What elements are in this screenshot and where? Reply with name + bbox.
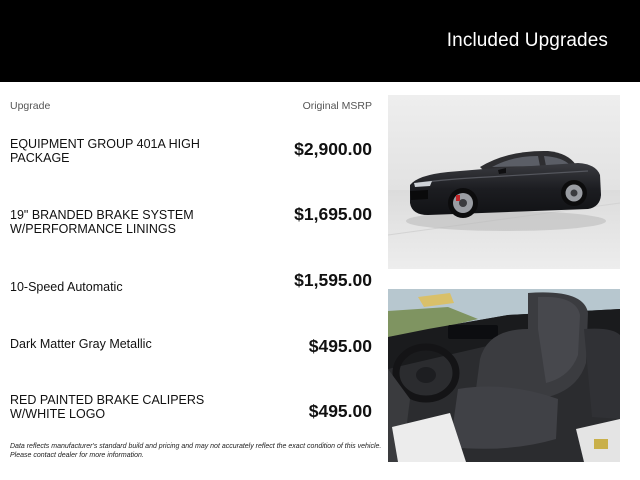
vehicle-exterior-photo — [388, 95, 620, 269]
header-bar — [0, 0, 640, 82]
upgrade-price: $1,595.00 — [294, 270, 372, 290]
upgrade-name: RED PAINTED BRAKE CALIPERS W/WHITE LOGO — [10, 393, 205, 421]
upgrade-price: $495.00 — [308, 336, 372, 356]
brake-caliper — [456, 195, 460, 201]
upgrade-price: $495.00 — [308, 401, 372, 421]
msrp-column-header: Original MSRP — [302, 100, 372, 112]
upgrade-name: 10-Speed Automatic — [10, 280, 123, 294]
disclaimer-text: Data reflects manufacturer's standard build and pricing and may not accurately reflect the exact condition of this vehicle. Please contact dealer for more information. — [10, 443, 382, 459]
upgrade-column-header: Upgrade — [10, 100, 51, 112]
upgrade-name: 19" BRANDED BRAKE SYSTEM W/PERFORMANCE LININGS — [10, 208, 194, 236]
page-title: Included Upgrades — [446, 30, 608, 51]
upgrade-price: $1,695.00 — [294, 204, 372, 224]
car-exterior-illustration — [388, 95, 620, 269]
upgrade-name: EQUIPMENT GROUP 401A HIGH PACKAGE — [10, 137, 200, 165]
upgrade-price: $2,900.00 — [294, 139, 372, 159]
car-interior-illustration — [388, 289, 620, 462]
upgrade-name: Dark Matter Gray Metallic — [10, 337, 152, 351]
vehicle-interior-photo — [388, 289, 620, 462]
